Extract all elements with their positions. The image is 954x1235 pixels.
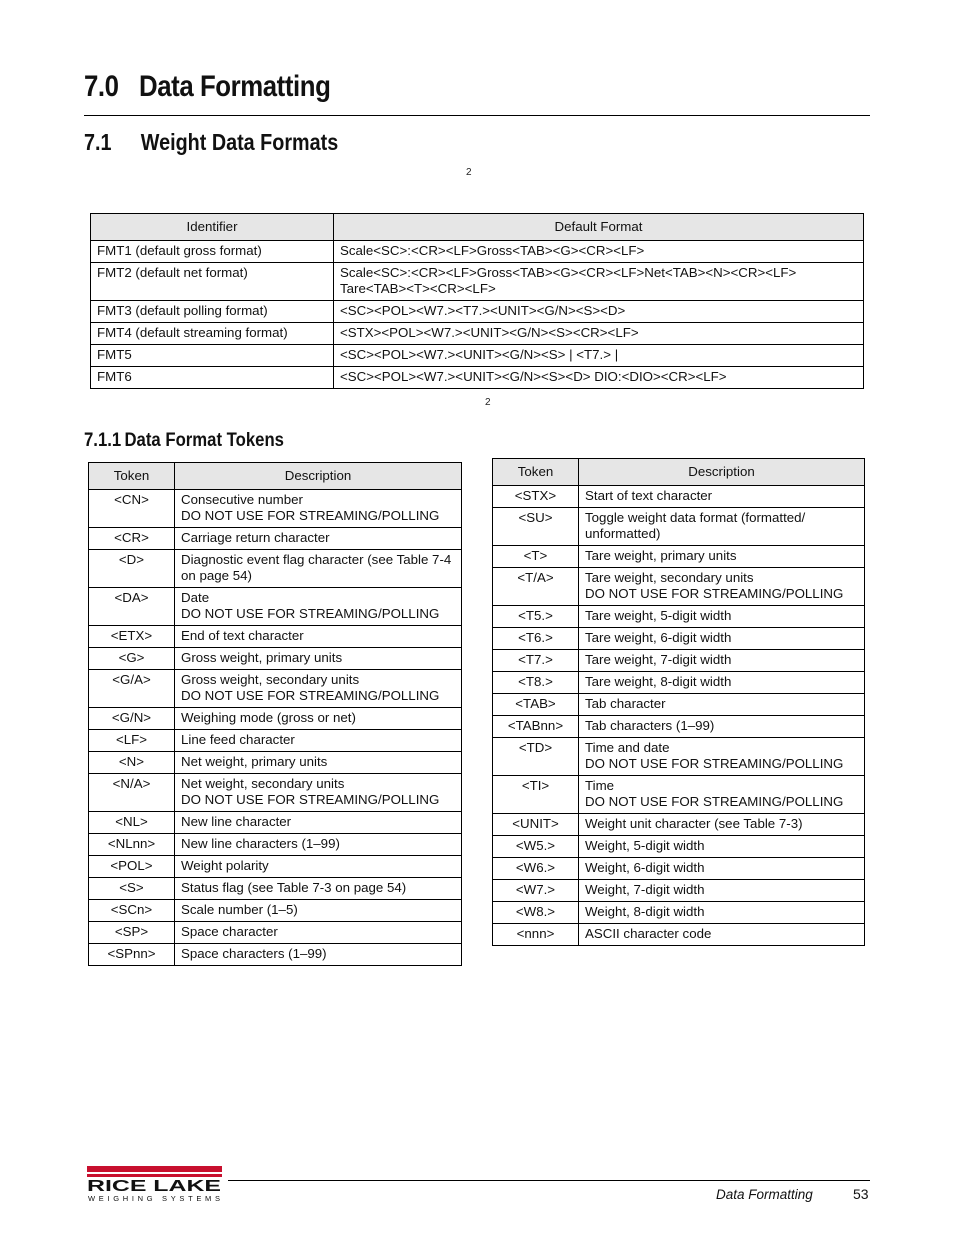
token-cell: <NL> <box>89 812 175 834</box>
description-cell <box>579 776 865 814</box>
token-cell: <W8.> <box>493 902 579 924</box>
table-row <box>493 606 865 628</box>
page-number: 53 <box>853 1186 869 1202</box>
heading-rule <box>84 115 870 116</box>
description-line: Toggle weight data format (formatted/ <box>585 510 806 525</box>
table-row <box>493 568 865 606</box>
description-cell <box>175 834 462 856</box>
description-line: Start of text character <box>585 488 713 503</box>
identifier-cell: FMT5 <box>91 345 334 367</box>
description-cell <box>175 774 462 812</box>
table-row <box>91 323 864 345</box>
table-row <box>89 752 462 774</box>
description-line: Tare weight, 8-digit width <box>585 674 732 689</box>
description-line: DO NOT USE FOR STREAMING/POLLING <box>585 586 844 601</box>
description-line: ASCII character code <box>585 926 712 941</box>
description-cell <box>175 550 462 588</box>
description-line: Diagnostic event flag character (see Table 7-4 <box>181 552 452 567</box>
format-line: Tare<TAB><T><CR><LF> <box>340 281 496 296</box>
table-row <box>493 924 865 946</box>
token-cell: <G/A> <box>89 670 175 708</box>
column-header: Description <box>175 463 462 490</box>
token-cell: <D> <box>89 550 175 588</box>
format-cell <box>334 345 864 367</box>
description-line: on page 54) <box>181 568 252 583</box>
table-row <box>493 546 865 568</box>
token-cell: <DA> <box>89 588 175 626</box>
table-row <box>89 900 462 922</box>
table-header-row <box>89 463 462 490</box>
table-row <box>89 944 462 966</box>
subsection-title: Data Format Tokens <box>124 430 284 451</box>
description-line: unformatted) <box>585 526 661 541</box>
table-row <box>89 490 462 528</box>
description-line: DO NOT USE FOR STREAMING/POLLING <box>585 794 844 809</box>
description-cell <box>579 814 865 836</box>
token-cell: <W7.> <box>493 880 579 902</box>
svg-text:RICE LAKE: RICE LAKE <box>87 1178 222 1195</box>
table-row <box>89 626 462 648</box>
description-line: DO NOT USE FOR STREAMING/POLLING <box>181 508 440 523</box>
format-table <box>90 213 864 389</box>
format-line: <STX><POL><W7.><UNIT><G/N><S><CR><LF> <box>340 325 639 340</box>
format-line: Scale<SC>:<CR><LF>Gross<TAB><G><CR><LF>Net<TAB><N><CR><LF> <box>340 265 797 280</box>
table-row <box>91 241 864 263</box>
description-line: Date <box>181 590 210 605</box>
table-row <box>493 508 865 546</box>
description-cell <box>579 672 865 694</box>
description-cell <box>579 738 865 776</box>
description-line: Space character <box>181 924 278 939</box>
token-cell: <SCn> <box>89 900 175 922</box>
table-row <box>493 672 865 694</box>
column-header: Identifier <box>91 214 334 241</box>
token-cell: <TI> <box>493 776 579 814</box>
description-cell <box>579 486 865 508</box>
description-line: Net weight, secondary units <box>181 776 345 791</box>
description-cell <box>175 856 462 878</box>
token-cell: <W5.> <box>493 836 579 858</box>
description-line: Tare weight, 5-digit width <box>585 608 732 623</box>
table-row <box>89 550 462 588</box>
description-cell <box>579 650 865 672</box>
token-cell: <TAB> <box>493 694 579 716</box>
token-cell: <UNIT> <box>493 814 579 836</box>
identifier-cell: FMT6 <box>91 367 334 389</box>
format-line: Scale<SC>:<CR><LF>Gross<TAB><G><CR><LF> <box>340 243 645 258</box>
section-title: Weight Data Formats <box>140 129 339 155</box>
description-cell <box>579 628 865 650</box>
column-header: Default Format <box>334 214 864 241</box>
token-cell: <CR> <box>89 528 175 550</box>
token-cell: <T7.> <box>493 650 579 672</box>
format-cell <box>334 367 864 389</box>
table-row <box>493 902 865 924</box>
description-cell <box>579 858 865 880</box>
token-cell: <LF> <box>89 730 175 752</box>
description-line: Weight polarity <box>181 858 269 873</box>
token-cell: <W6.> <box>493 858 579 880</box>
format-cell <box>334 241 864 263</box>
description-line: DO NOT USE FOR STREAMING/POLLING <box>181 606 440 621</box>
description-line: Tab characters (1–99) <box>585 718 715 733</box>
table-row <box>89 856 462 878</box>
table-row <box>89 670 462 708</box>
token-cell: <SPnn> <box>89 944 175 966</box>
column-header: Token <box>89 463 175 490</box>
description-line: DO NOT USE FOR STREAMING/POLLING <box>181 792 440 807</box>
description-cell <box>579 568 865 606</box>
description-cell <box>579 606 865 628</box>
column-header: Description <box>579 459 865 486</box>
description-cell <box>175 708 462 730</box>
token-cell: <T5.> <box>493 606 579 628</box>
description-cell <box>175 528 462 550</box>
table-row <box>91 301 864 323</box>
table-row <box>493 880 865 902</box>
table-row <box>89 922 462 944</box>
section-number: 7.1 <box>84 129 112 155</box>
tokens-table-left <box>88 462 462 966</box>
description-cell <box>579 716 865 738</box>
description-cell <box>579 836 865 858</box>
token-cell: <T6.> <box>493 628 579 650</box>
marker-top: 2 <box>466 167 472 178</box>
table-row <box>89 774 462 812</box>
description-line: New line character <box>181 814 292 829</box>
description-cell <box>579 924 865 946</box>
description-cell <box>175 900 462 922</box>
description-line: End of text character <box>181 628 304 643</box>
heading-number: 7.0 <box>84 70 119 103</box>
format-line: <SC><POL><W7.><UNIT><G/N><S> | <T7.> | <box>340 347 619 362</box>
table-row <box>91 263 864 301</box>
description-line: Weight, 7-digit width <box>585 882 705 897</box>
tokens-table-right <box>492 458 865 946</box>
table-header-row <box>493 459 865 486</box>
footer-rule <box>228 1180 870 1181</box>
heading-title: Data Formatting <box>139 70 331 103</box>
table-row <box>89 528 462 550</box>
token-cell: <G> <box>89 648 175 670</box>
description-cell <box>175 944 462 966</box>
description-line: Weighing mode (gross or net) <box>181 710 356 725</box>
description-cell <box>579 546 865 568</box>
format-cell <box>334 323 864 345</box>
description-line: Tare weight, 6-digit width <box>585 630 732 645</box>
page-heading <box>84 70 330 104</box>
table-row <box>89 834 462 856</box>
identifier-cell: FMT1 (default gross format) <box>91 241 334 263</box>
description-line: Consecutive number <box>181 492 303 507</box>
description-cell <box>175 490 462 528</box>
table-row <box>89 878 462 900</box>
description-line: Weight, 6-digit width <box>585 860 705 875</box>
subsection-number: 7.1.1 <box>84 430 122 451</box>
table-row <box>89 588 462 626</box>
rice-lake-logo <box>87 1166 222 1206</box>
table-row <box>89 648 462 670</box>
description-cell <box>579 694 865 716</box>
description-cell <box>579 902 865 924</box>
token-cell: <CN> <box>89 490 175 528</box>
token-cell: <nnn> <box>493 924 579 946</box>
table-row <box>493 776 865 814</box>
description-cell <box>175 626 462 648</box>
description-line: Tare weight, secondary units <box>585 570 754 585</box>
description-line: Weight unit character (see Table 7-3) <box>585 816 803 831</box>
description-line: Status flag (see Table 7-3 on page 54) <box>181 880 407 895</box>
description-cell <box>175 922 462 944</box>
table-row <box>89 812 462 834</box>
description-cell <box>175 812 462 834</box>
column-header: Token <box>493 459 579 486</box>
token-cell: <T8.> <box>493 672 579 694</box>
table-header-row <box>91 214 864 241</box>
description-line: Weight, 8-digit width <box>585 904 705 919</box>
description-line: Gross weight, primary units <box>181 650 343 665</box>
description-line: Time <box>585 778 615 793</box>
token-cell: <ETX> <box>89 626 175 648</box>
token-cell: <TD> <box>493 738 579 776</box>
token-cell: <TABnn> <box>493 716 579 738</box>
token-cell: <G/N> <box>89 708 175 730</box>
format-cell <box>334 263 864 301</box>
description-cell <box>579 880 865 902</box>
token-cell: <S> <box>89 878 175 900</box>
identifier-cell: FMT4 (default streaming format) <box>91 323 334 345</box>
token-cell: <T/A> <box>493 568 579 606</box>
table-row <box>493 814 865 836</box>
token-cell: <N> <box>89 752 175 774</box>
identifier-cell: FMT2 (default net format) <box>91 263 334 301</box>
format-line: <SC><POL><W7.><UNIT><G/N><S><D> DIO:<DIO><CR><LF> <box>340 369 727 384</box>
token-cell: <POL> <box>89 856 175 878</box>
description-line: Tare weight, 7-digit width <box>585 652 732 667</box>
description-cell <box>175 588 462 626</box>
token-cell: <SP> <box>89 922 175 944</box>
marker-bottom: 2 <box>485 397 491 408</box>
description-line: Space characters (1–99) <box>181 946 327 961</box>
table-row <box>493 694 865 716</box>
table-row <box>89 708 462 730</box>
token-cell: <N/A> <box>89 774 175 812</box>
svg-text:WEIGHING SYSTEMS: WEIGHING SYSTEMS <box>88 1194 220 1203</box>
table-row <box>493 716 865 738</box>
token-cell: <SU> <box>493 508 579 546</box>
description-cell <box>175 648 462 670</box>
description-line: DO NOT USE FOR STREAMING/POLLING <box>181 688 440 703</box>
description-line: Line feed character <box>181 732 295 747</box>
table-row <box>493 486 865 508</box>
section-heading <box>84 129 338 156</box>
description-line: Time and date <box>585 740 670 755</box>
subsection-heading <box>84 430 284 452</box>
token-cell: <T> <box>493 546 579 568</box>
description-cell <box>175 752 462 774</box>
table-row <box>493 858 865 880</box>
token-cell: <NLnn> <box>89 834 175 856</box>
footer-section: Data Formatting <box>716 1187 813 1202</box>
description-cell <box>175 730 462 752</box>
table-row <box>91 345 864 367</box>
description-line: DO NOT USE FOR STREAMING/POLLING <box>585 756 844 771</box>
description-line: Carriage return character <box>181 530 330 545</box>
format-cell <box>334 301 864 323</box>
description-line: Tab character <box>585 696 666 711</box>
description-line: Gross weight, secondary units <box>181 672 360 687</box>
description-cell <box>175 670 462 708</box>
format-line: <SC><POL><W7.><T7.><UNIT><G/N><S><D> <box>340 303 626 318</box>
description-cell <box>579 508 865 546</box>
token-cell: <STX> <box>493 486 579 508</box>
description-line: New line characters (1–99) <box>181 836 340 851</box>
table-row <box>91 367 864 389</box>
description-line: Net weight, primary units <box>181 754 328 769</box>
description-cell <box>175 878 462 900</box>
table-row <box>493 628 865 650</box>
description-line: Scale number (1–5) <box>181 902 298 917</box>
description-line: Tare weight, primary units <box>585 548 737 563</box>
identifier-cell: FMT3 (default polling format) <box>91 301 334 323</box>
table-row <box>89 730 462 752</box>
table-row <box>493 650 865 672</box>
description-line: Weight, 5-digit width <box>585 838 705 853</box>
table-row <box>493 738 865 776</box>
table-row <box>493 836 865 858</box>
